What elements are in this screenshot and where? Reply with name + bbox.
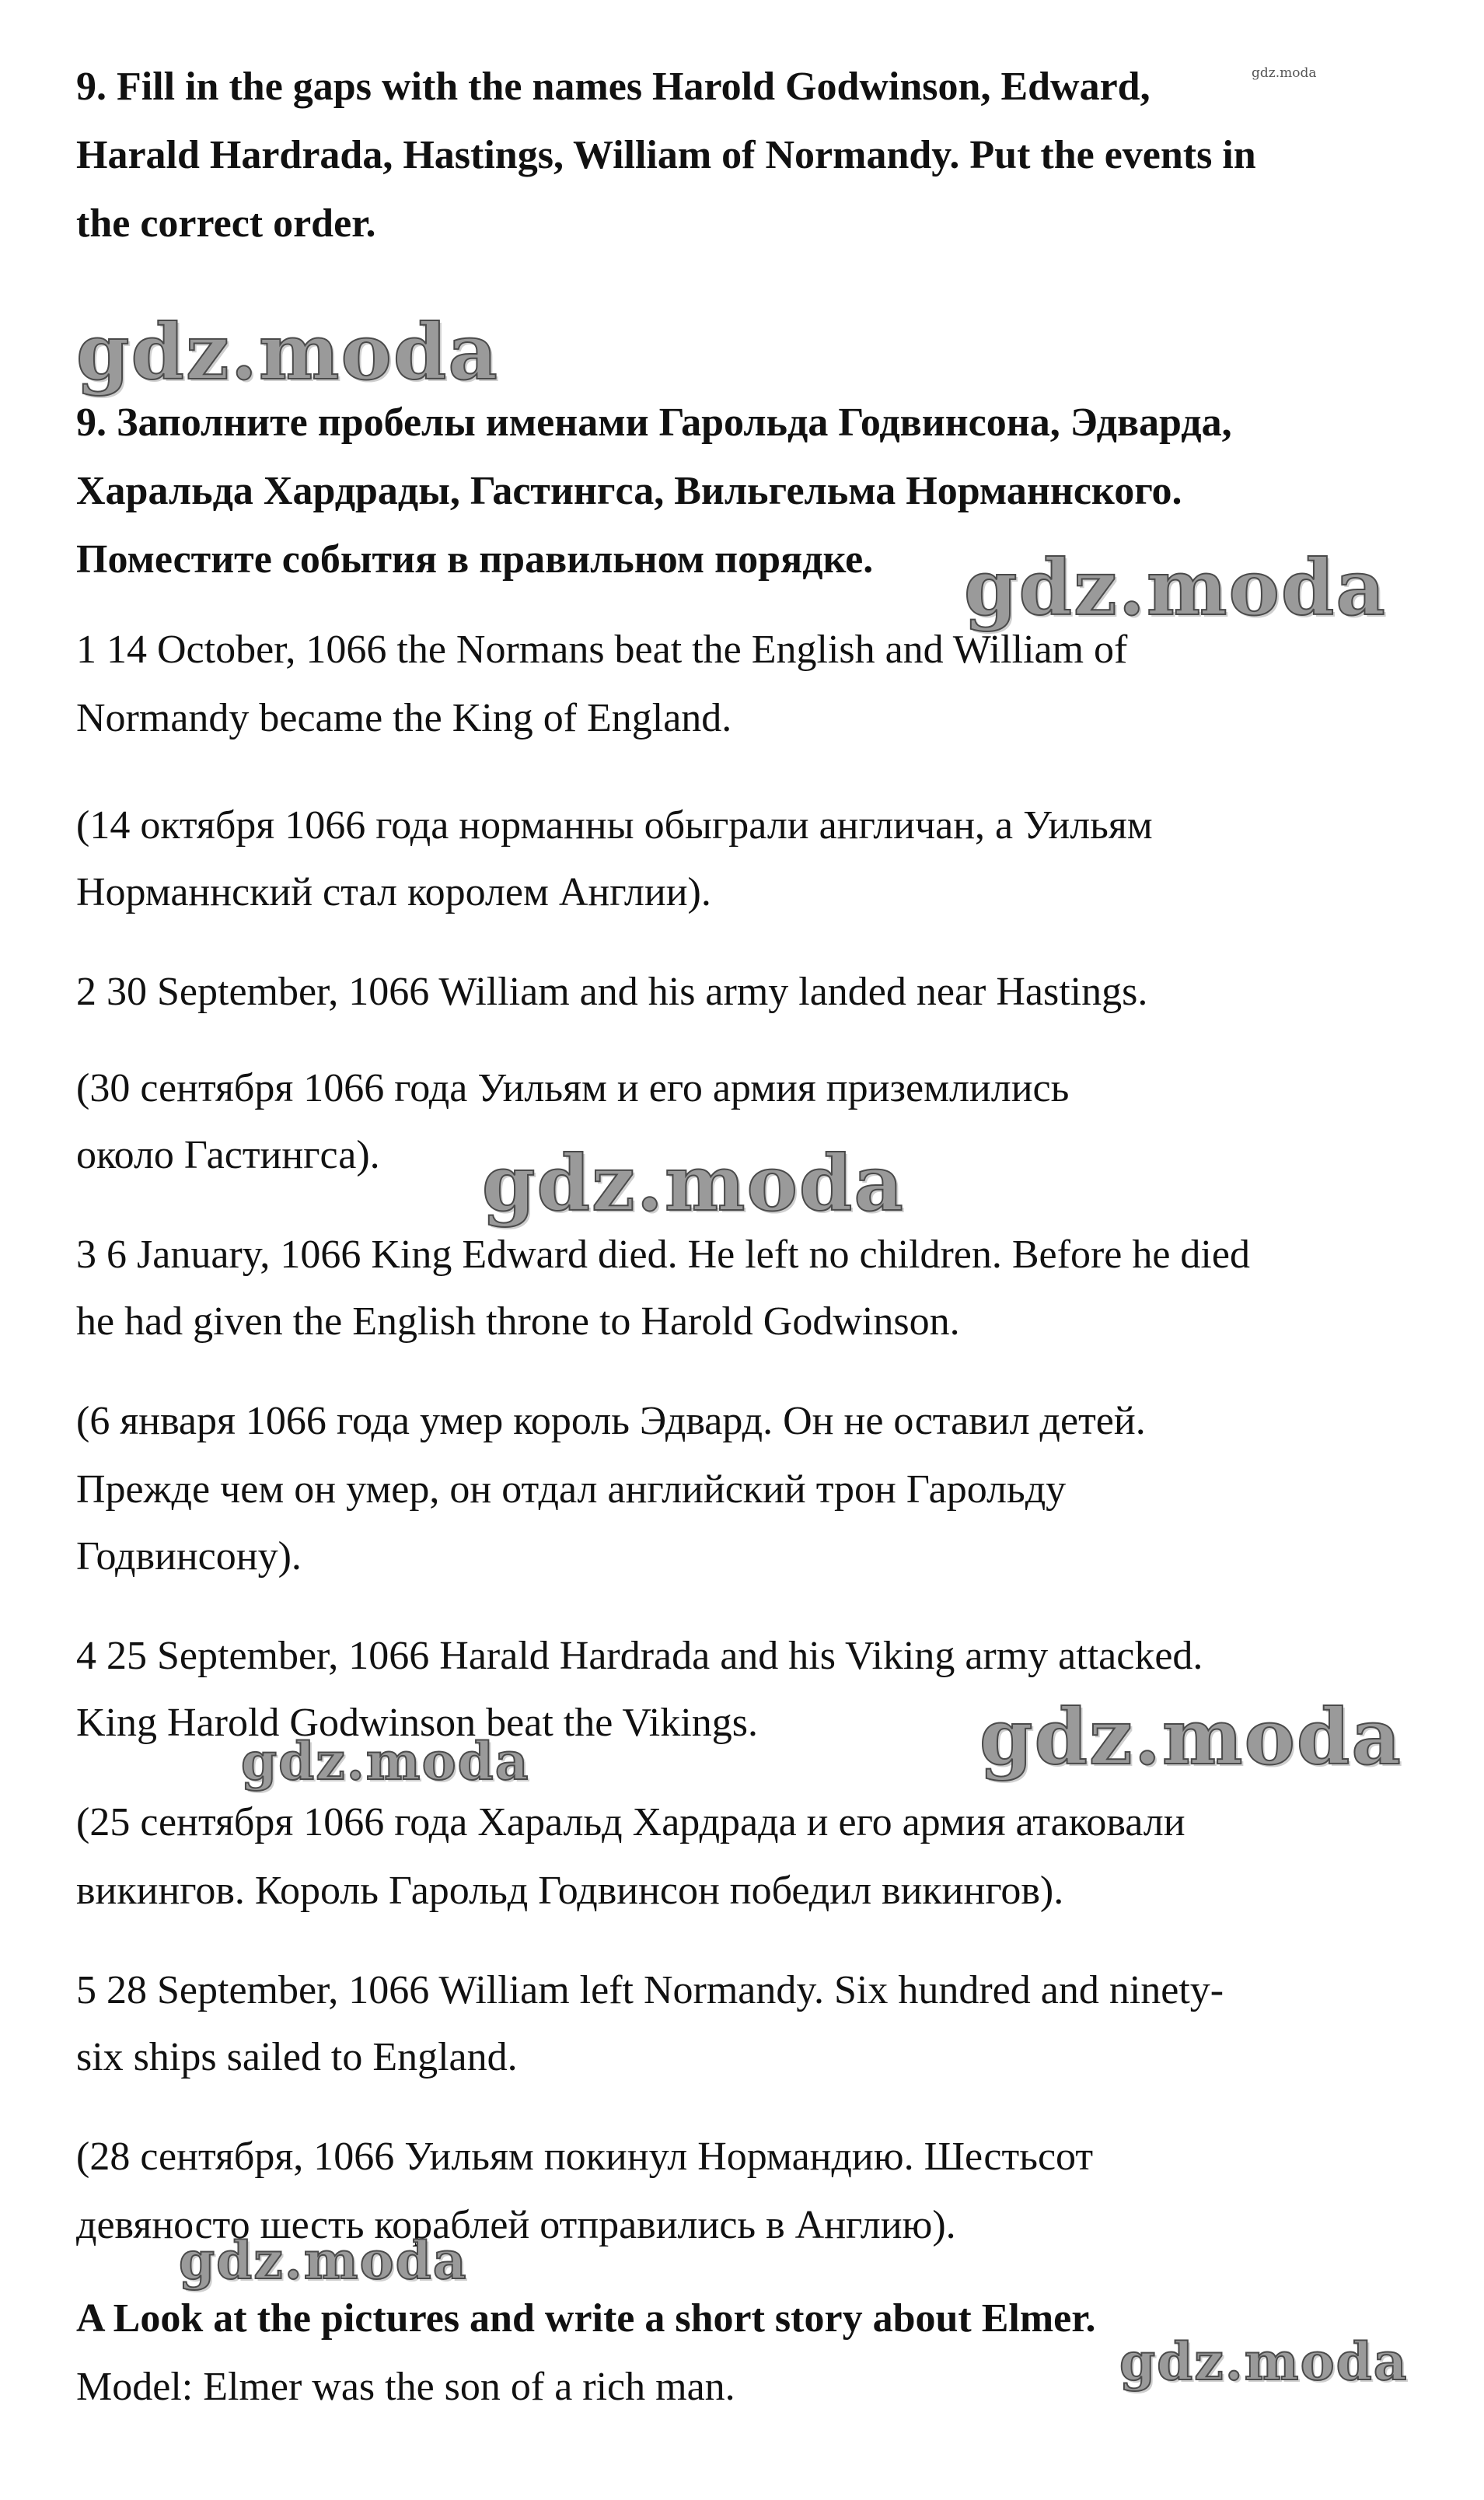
watermark-logo: gdz.moda — [179, 2230, 468, 2291]
event-4-ru-line-2: викингов. Король Гарольд Годвинсон победил викингов). — [76, 1869, 1064, 1913]
watermark-logo: gdz.moda — [979, 1693, 1402, 1782]
event-3-ru-line-3: Годвинсону). — [76, 1534, 302, 1579]
event-1-en-line-2: Normandy became the King of England. — [76, 696, 732, 740]
event-5-ru-line-2: девяносто шесть кораблей отправились в Англию). — [76, 2203, 956, 2247]
event-2-ru-line-2: около Гастингса). — [76, 1133, 380, 1177]
watermark-logo: gdz.moda — [482, 1139, 905, 1229]
event-5-en-line-2: six ships sailed to England. — [76, 2035, 518, 2079]
watermark-logo: gdz.moda — [241, 1731, 530, 1792]
event-1-ru-line-1: (14 октября 1066 года норманны обыграли англичан, а Уильям — [76, 803, 1153, 848]
event-4-ru-line-1: (25 сентября 1066 года Харальд Хардрада и его армия атаковали — [76, 1800, 1185, 1844]
task-a-model: Model: Elmer was the son of a rich man. — [76, 2365, 735, 2409]
watermark-logo: gdz.moda — [1119, 2331, 1409, 2392]
watermark-logo-tiny: gdz.moda — [1252, 65, 1317, 81]
task-heading-ru-line-1: 9. Заполните пробелы именами Гарольда Годвинсона, Эдварда, — [76, 400, 1232, 445]
event-3-en-line-1: 3 6 January, 1066 King Edward died. He left no children. Before he died — [76, 1233, 1250, 1277]
event-2-en-line-1: 2 30 September, 1066 William and his army landed near Hastings. — [76, 970, 1148, 1014]
event-5-en-line-1: 5 28 September, 1066 William left Normandy. Six hundred and ninety- — [76, 1968, 1224, 2012]
watermark-logo: gdz.moda — [76, 308, 499, 397]
task-heading-en-line-2: Harald Hardrada, Hastings, William of Normandy. Put the events in — [76, 133, 1256, 177]
event-5-ru-line-1: (28 сентября, 1066 Уильям покинул Нормандию. Шестьсот — [76, 2135, 1094, 2179]
event-3-en-line-2: he had given the English throne to Harold Godwinson. — [76, 1299, 960, 1344]
event-3-ru-line-1: (6 января 1066 года умер король Эдвард. Он не оставил детей. — [76, 1399, 1146, 1443]
event-3-ru-line-2: Прежде чем он умер, он отдал английский трон Гарольду — [76, 1467, 1067, 1512]
event-4-en-line-1: 4 25 September, 1066 Harald Hardrada and his Viking army attacked. — [76, 1634, 1203, 1678]
task-heading-en-line-1: 9. Fill in the gaps with the names Harold Godwinson, Edward, — [76, 65, 1151, 109]
event-4-en-line-2: King Harold Godwinson beat the Vikings. — [76, 1701, 758, 1745]
task-a-heading: A Look at the pictures and write a short story about Elmer. — [76, 2296, 1096, 2341]
task-heading-ru-line-2: Харальда Хардрады, Гастингса, Вильгельма Норманнского. — [76, 469, 1182, 513]
watermark-logo: gdz.moda — [964, 544, 1387, 633]
task-heading-en-line-3: the correct order. — [76, 201, 376, 246]
event-1-en-line-1: 1 14 October, 1066 the Normans beat the English and William of — [76, 628, 1128, 672]
event-2-ru-line-1: (30 сентября 1066 года Уильям и его армия приземлились — [76, 1066, 1070, 1110]
task-heading-ru-line-3: Поместите события в правильном порядке. — [76, 537, 874, 582]
event-1-ru-line-2: Норманнский стал королем Англии). — [76, 870, 711, 914]
